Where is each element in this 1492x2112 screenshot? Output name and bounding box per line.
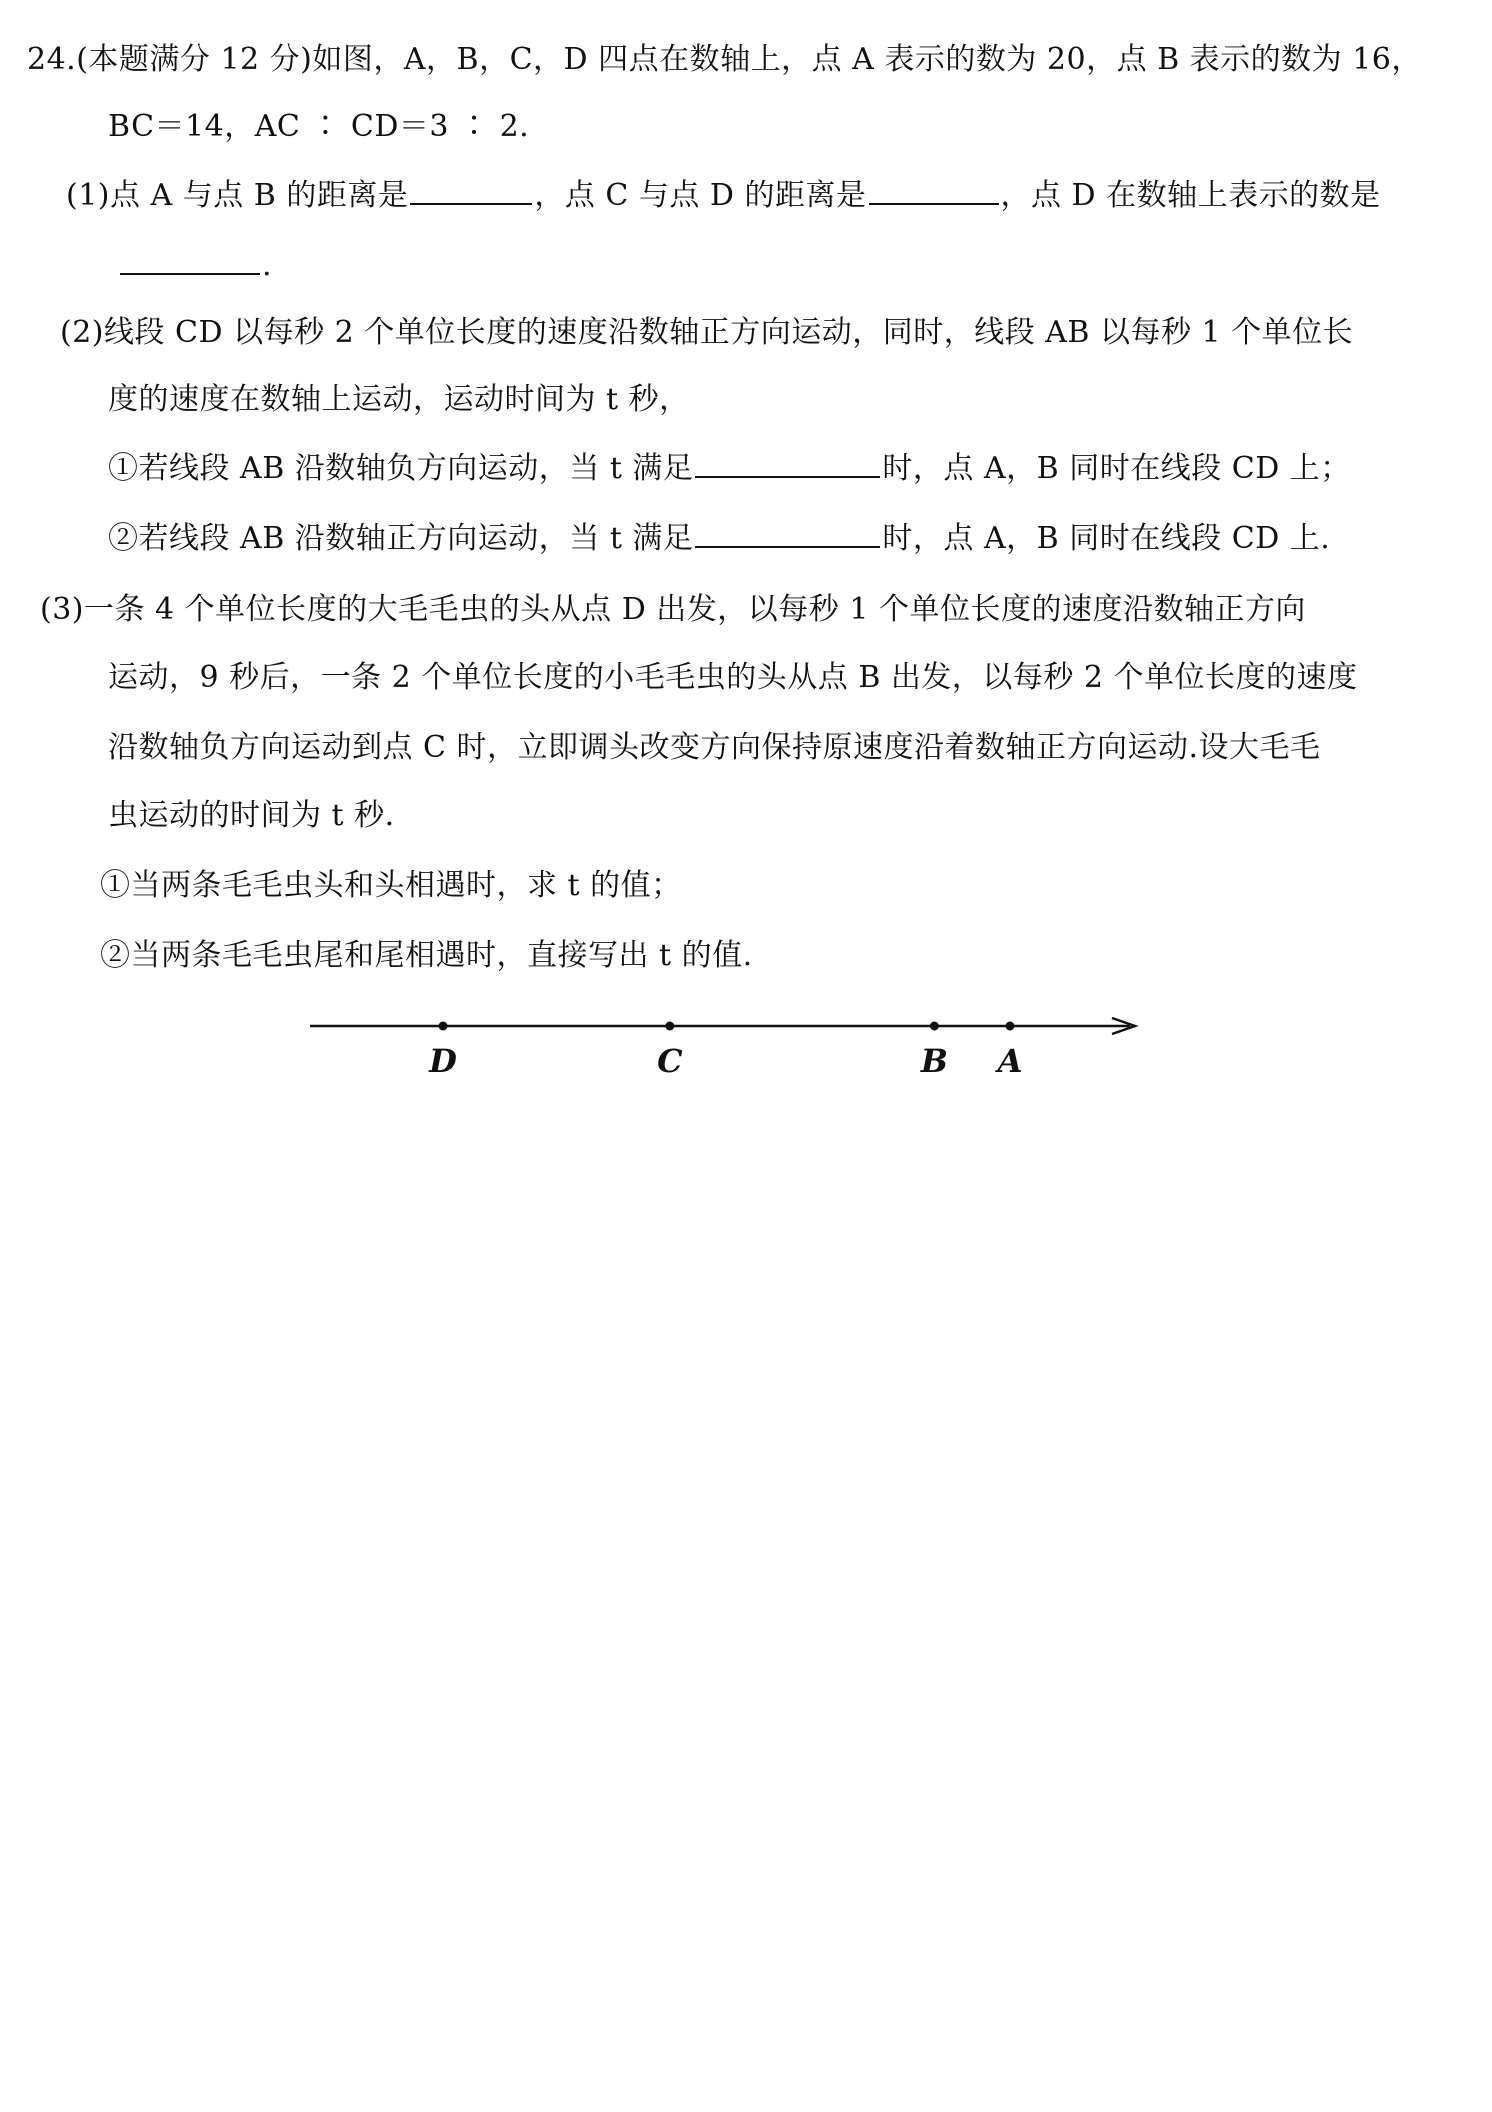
part1-text-b: ，点 C 与点 D 的距离是 bbox=[534, 178, 867, 213]
part3-line2: 运动，9 秒后，一条 2 个单位长度的小毛毛虫的头从点 B 出发，以每秒 2 个单位长度的速度 bbox=[108, 660, 1358, 695]
part2-line1: (2)线段 CD 以每秒 2 个单位长度的速度沿数轴正方向运动，同时，线段 AB 以每秒 1 个单位长 bbox=[60, 315, 1354, 350]
part1-end: . bbox=[262, 248, 273, 283]
answer-blank-ab-distance[interactable] bbox=[410, 175, 532, 205]
answer-blank-t-negative[interactable] bbox=[695, 448, 880, 478]
point-c-dot bbox=[665, 1022, 674, 1031]
point-a-label: A bbox=[997, 1042, 1023, 1080]
part3-q2: ②当两条毛毛虫尾和尾相遇时，直接写出 t 的值. bbox=[100, 938, 753, 973]
part1-text-c: ，点 D 在数轴上表示的数是 bbox=[1000, 178, 1381, 213]
number-line-diagram bbox=[300, 1010, 1160, 1090]
part3-q1: ①当两条毛毛虫头和头相遇时，求 t 的值； bbox=[100, 868, 682, 903]
part1-text-a: (1)点 A 与点 B 的距离是 bbox=[66, 178, 409, 213]
part1-question bbox=[66, 175, 1381, 216]
part2-line2: 度的速度在数轴上运动，运动时间为 t 秒， bbox=[108, 382, 690, 417]
problem-given: BC＝14，AC ∶ CD＝3 ∶ 2. bbox=[108, 109, 530, 144]
part3-line1: (3)一条 4 个单位长度的大毛毛虫的头从点 D 出发，以每秒 1 个单位长度的速度沿数轴正方向 bbox=[40, 592, 1306, 627]
point-a-dot bbox=[1006, 1022, 1015, 1031]
answer-blank-d-value[interactable] bbox=[120, 245, 260, 275]
point-b-dot bbox=[930, 1022, 939, 1031]
part3-line4: 虫运动的时间为 t 秒. bbox=[108, 798, 395, 833]
part2-q2-text-a: ②若线段 AB 沿数轴正方向运动，当 t 满足 bbox=[108, 521, 694, 556]
problem-header: 24.(本题满分 12 分)如图，A，B，C，D 四点在数轴上，点 A 表示的数为 20，点 B 表示的数为 16， bbox=[27, 42, 1422, 77]
part1-continuation bbox=[118, 245, 272, 286]
part3-line3: 沿数轴负方向运动到点 C 时，立即调头改变方向保持原速度沿着数轴正方向运动.设大毛毛 bbox=[108, 730, 1321, 765]
point-d-dot bbox=[439, 1022, 448, 1031]
part2-q1-text-b: 时，点 A，B 同时在线段 CD 上； bbox=[882, 451, 1351, 486]
part2-q1 bbox=[108, 448, 1351, 489]
answer-blank-cd-distance[interactable] bbox=[869, 175, 999, 205]
part2-q2-text-b: 时，点 A，B 同时在线段 CD 上. bbox=[882, 521, 1331, 556]
number-line-points bbox=[428, 1022, 1022, 1081]
point-b-label: B bbox=[920, 1042, 948, 1080]
part2-q2 bbox=[108, 518, 1330, 559]
point-c-label: C bbox=[657, 1042, 683, 1080]
part2-q1-text-a: ①若线段 AB 沿数轴负方向运动，当 t 满足 bbox=[108, 451, 694, 486]
point-d-label: D bbox=[429, 1042, 457, 1080]
answer-blank-t-positive[interactable] bbox=[695, 518, 880, 548]
